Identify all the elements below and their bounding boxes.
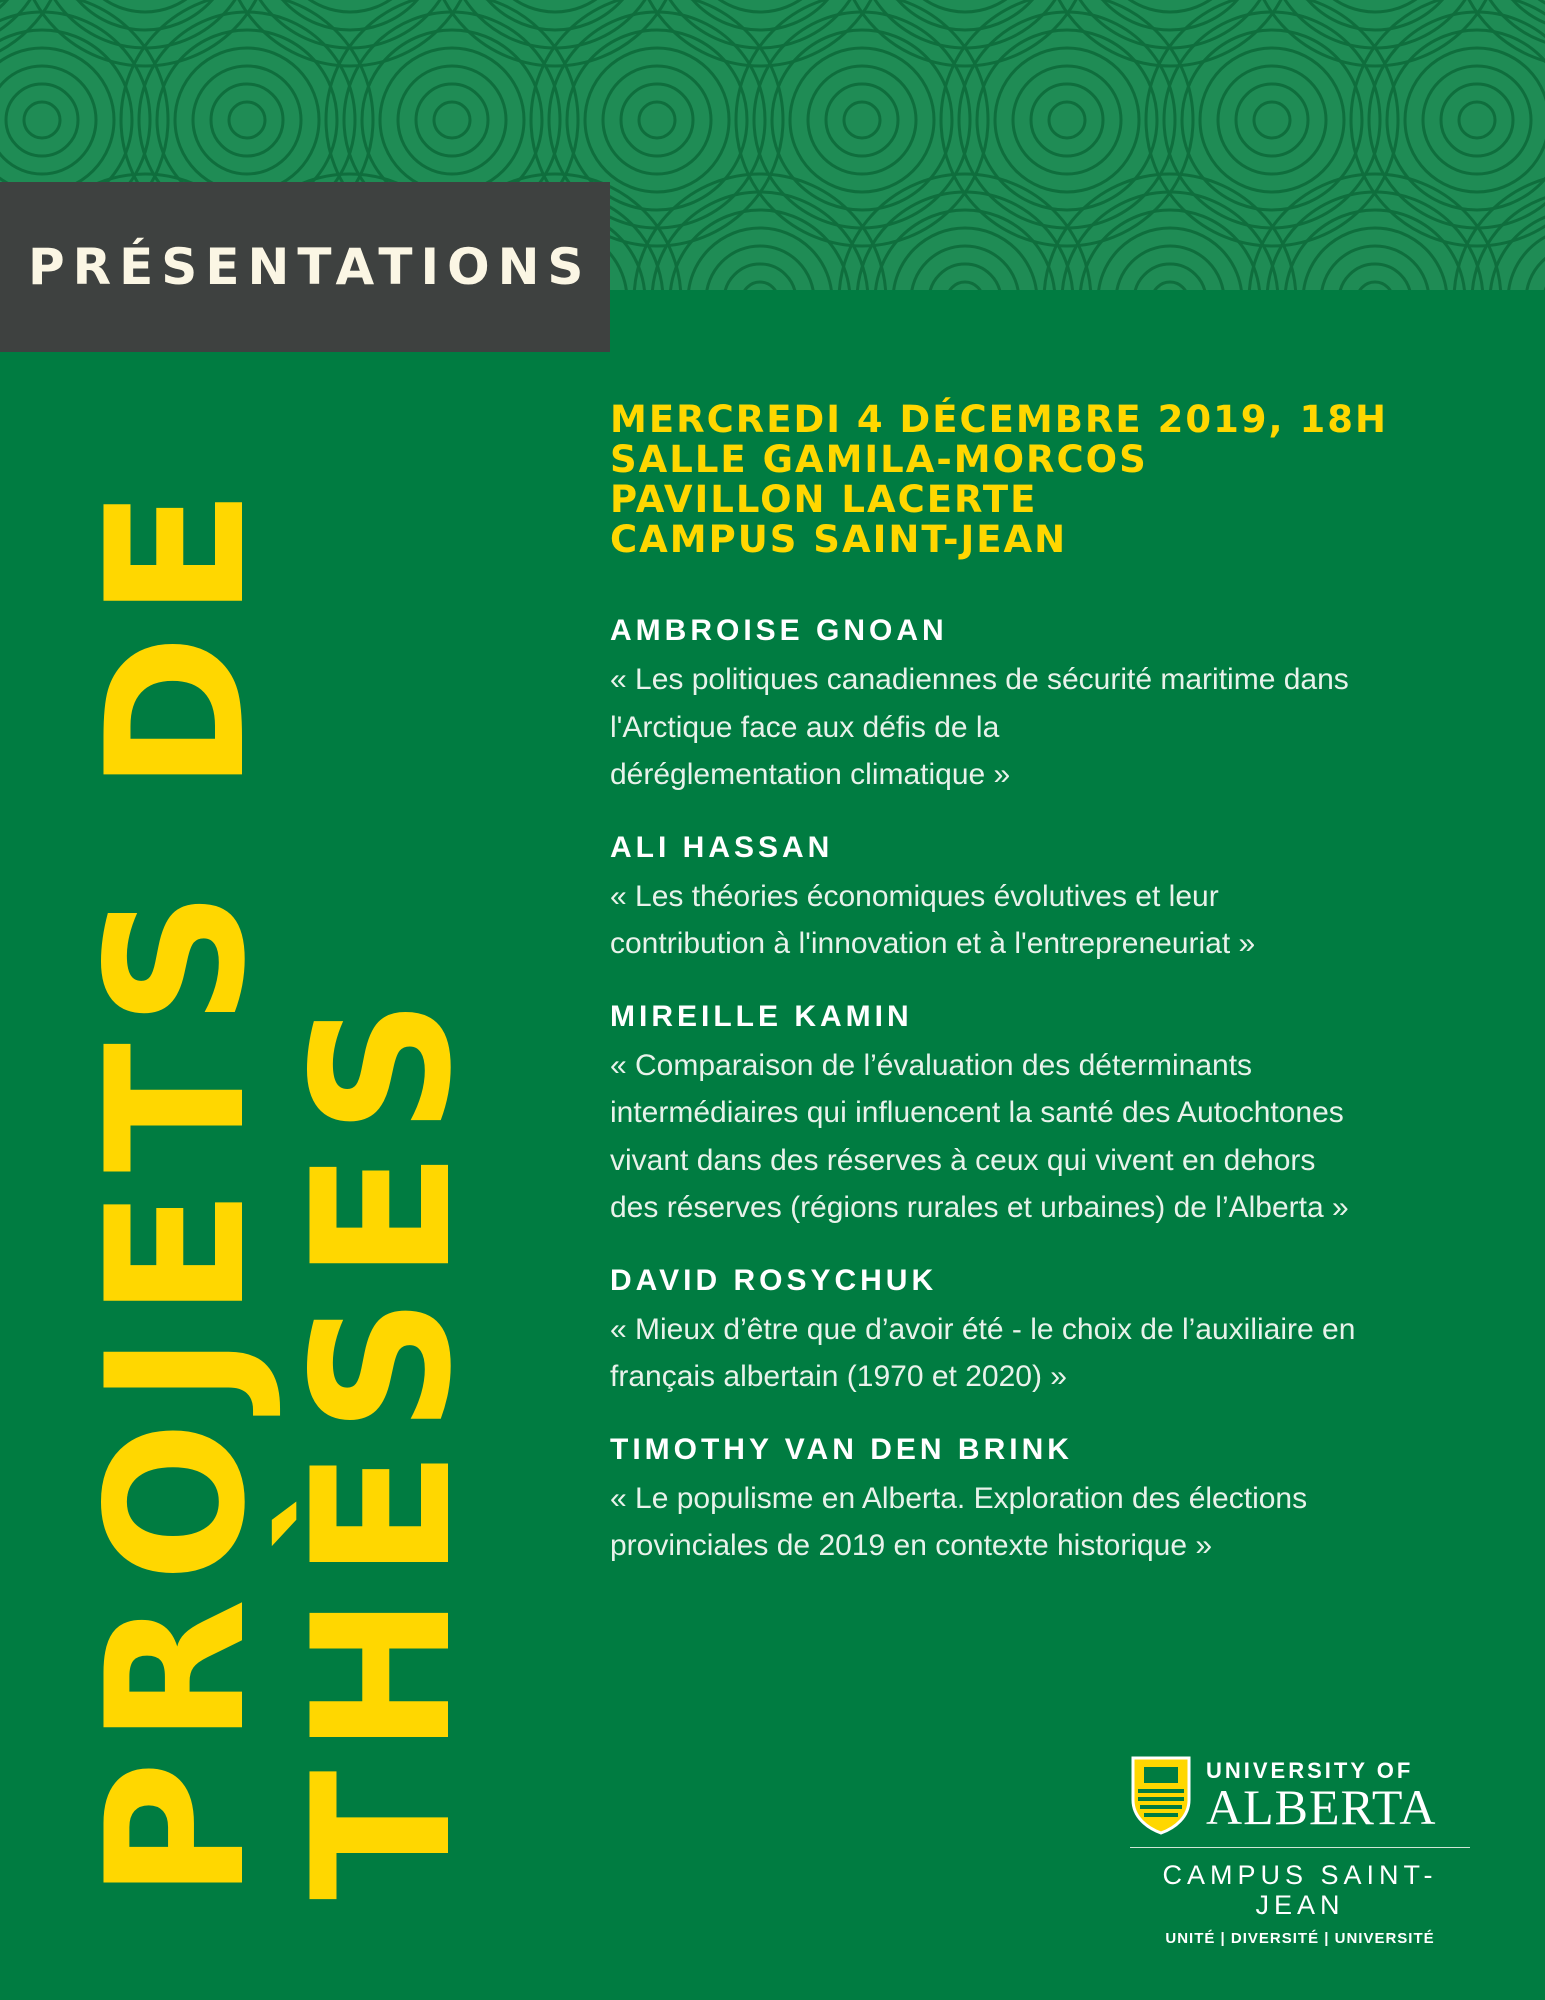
event-campus: CAMPUS SAINT-JEAN [610,518,1068,561]
title-line: « Les politiques canadiennes de sécurité maritime dans [610,663,1349,696]
arc-ring [1387,30,1545,210]
presentations-list [610,610,1510,1598]
arc-group [19,0,271,66]
arc-ring [1339,264,1411,290]
presenter-name: TIMOTHY VAN DEN BRINK [610,1432,1073,1466]
list-item [610,1260,1510,1401]
arc-group [941,0,1193,246]
list-item [610,996,1510,1232]
arc-ring [724,264,796,290]
event-building: PAVILLON LACERTE [610,478,1038,521]
arc-ring [621,84,693,156]
arc-group [224,0,476,66]
event-room: SALLE GAMILA-MORCOS [610,438,1148,481]
arc-ring [1080,0,1260,30]
presenter-name: DAVID ROSYCHUK [610,1263,938,1297]
arc-ring [229,102,265,138]
arc-ring [639,102,675,138]
title-line: « Le populisme en Alberta. Exploration des élections [610,1481,1308,1515]
title-line: l'Arctique face aux défis de la [610,710,1000,744]
arc-ring [1044,0,1296,66]
title-line: « Mieux d’être que d’avoir été - le choix de l’auxiliaire en [610,1312,1356,1346]
arc-ring [1405,48,1545,192]
arc-ring [211,84,283,156]
presenter-name: MIREILLE KAMIN [610,999,913,1033]
arc-ring [19,0,271,66]
banner-label: PRÉSENTATIONS [28,238,592,296]
presentation-title [610,1042,1510,1232]
title-line: vivant dans des réserves à ceux qui vivent en dehors [610,1143,1316,1177]
arc-ring [1369,12,1545,228]
arc-group [429,0,681,66]
event-details [610,400,1490,560]
arc-ring [1013,66,1121,174]
university-of-text: UNIVERSITY OF [1206,1758,1414,1783]
arc-ring [260,0,440,30]
list-item [610,610,1510,799]
title-line: déréglementation climatique » [610,758,1011,791]
arc-ring [603,66,711,174]
arc-ring [175,48,319,192]
arc-ring [6,84,78,156]
arc-ring [839,0,1091,66]
vertical-title-line-2: THÈSES [272,982,493,1900]
event-date: MERCREDI 4 DÉCEMBRE 2019, 18H [610,398,1388,441]
arc-ring [995,48,1139,192]
arc-ring [193,66,301,174]
title-line: provinciales de 2019 en contexte historique » [610,1529,1213,1562]
arc-ring [0,0,48,48]
campus-name: CAMPUS SAINT-JEAN [1162,1860,1438,1920]
arc-ring [1182,30,1362,210]
presentation-title [610,1475,1510,1570]
arc-ring [875,0,1055,30]
arc-ring [844,102,880,138]
arc-ring [772,30,952,210]
arc-ring [742,282,778,290]
alberta-wordmark: ALBERTA [1206,1779,1437,1835]
arc-group [1044,0,1296,66]
arc-ring [0,66,96,174]
logo-divider [1130,1847,1470,1848]
arc-group [1146,0,1398,246]
arc-ring [380,48,524,192]
title-line: des réserves (régions rurales et urbaines) de l’Alberta » [610,1191,1349,1224]
arc-ring [1254,102,1290,138]
arc-ring [1218,66,1326,174]
arc-group [736,0,988,246]
arc-ring [24,102,60,138]
arc-ring [224,0,476,66]
presenter-name: AMBROISE GNOAN [610,614,948,647]
arc-group [839,0,1091,66]
arc-ring [1357,282,1393,290]
arc-ring [1236,84,1308,156]
arc-ring [1152,282,1188,290]
arc-ring [1459,102,1495,138]
arc-ring [434,102,470,138]
title-line: contribution à l'innovation et à l'entrepreneuriat » [610,927,1256,960]
arc-ring [1200,48,1344,192]
arc-ring [1285,0,1465,30]
list-item [610,827,1510,968]
title-line: « Comparaison de l’évaluation des déterminants [610,1048,1253,1082]
arc-ring [634,0,886,66]
campus-tagline: UNITÉ | DIVERSITÉ | UNIVERSITÉ [1165,1930,1435,1947]
presentations-banner [0,182,610,352]
arc-ring [947,282,983,290]
arc-ring [808,66,916,174]
arc-ring [1526,246,1545,290]
presentation-title [610,1306,1510,1401]
title-line: « Les théories économiques évolutives et leur [610,879,1219,913]
arc-ring [670,0,850,30]
presentation-title [610,656,1510,799]
list-item [610,1429,1510,1570]
presentation-title [610,873,1510,968]
arc-ring [790,48,934,192]
title-line: français albertain (1970 et 2020) » [610,1360,1067,1393]
university-crest-icon [1130,1755,1192,1835]
arc-ring [585,48,729,192]
arc-ring [465,0,645,30]
presenter-name: ALI HASSAN [610,830,834,864]
arc-ring [416,84,488,156]
arc-ring [398,66,506,174]
arc-ring [929,264,1001,290]
arc-group [634,0,886,66]
arc-ring [977,30,1157,210]
arc-ring [1031,84,1103,156]
arc-ring [826,84,898,156]
arc-ring [1249,0,1501,66]
arc-ring [1441,84,1513,156]
arc-ring [429,0,681,66]
vertical-title-line-1: PROJETS DE [66,472,287,1900]
arc-group [1249,0,1501,66]
university-logo [1130,1755,1470,1947]
title-line: intermédiaires qui influencent la santé des Autochtones [610,1096,1344,1129]
arc-ring [55,0,235,30]
arc-ring [1134,264,1206,290]
arc-ring [1423,66,1531,174]
arc-ring [1049,102,1085,138]
